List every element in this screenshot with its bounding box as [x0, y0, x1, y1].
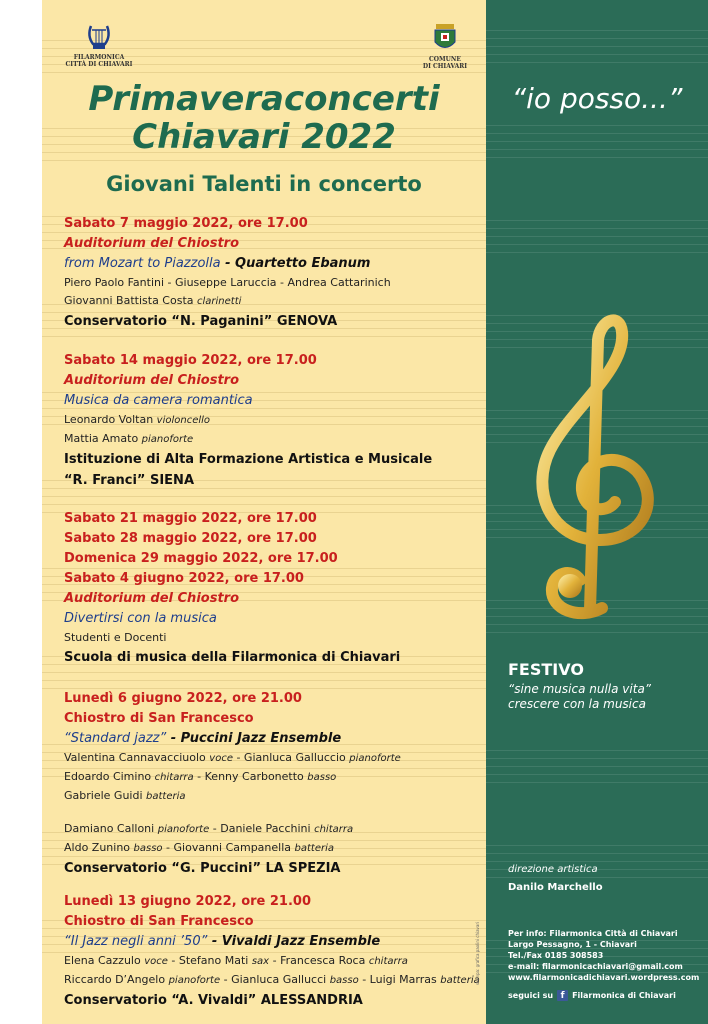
- performer-instrument: voce: [209, 753, 233, 764]
- performers: Studenti e Docenti: [64, 631, 167, 644]
- comune-logo-text: COMUNE: [429, 56, 461, 63]
- event-block: [64, 214, 464, 332]
- event-institution: “R. Franci” SIENA: [64, 473, 194, 488]
- performer-name: - Kenny Carbonetto: [193, 770, 308, 783]
- staff-lines: [486, 750, 708, 790]
- performers: [64, 839, 464, 858]
- program-title: “Il Jazz negli anni ’50”: [64, 934, 208, 949]
- performer-name: Mattia Amato: [64, 432, 142, 445]
- contact-info: [508, 928, 699, 983]
- performers: [64, 430, 464, 449]
- performer-instrument: pianoforte: [157, 824, 210, 835]
- comune-logo: [410, 22, 480, 70]
- event-program: [64, 729, 464, 749]
- event-program: Divertirsi con la musica: [64, 611, 217, 626]
- event-venue: Auditorium del Chiostro: [64, 591, 239, 606]
- event-venue: Auditorium del Chiostro: [64, 373, 239, 388]
- event-date: Sabato 28 maggio 2022, ore 17.00: [64, 531, 317, 546]
- performer-name: - Stefano Mati: [167, 954, 252, 967]
- performer-instrument: batteria: [440, 975, 480, 986]
- program-title: “Standard jazz”: [64, 731, 167, 746]
- performer-instrument: batteria: [146, 791, 186, 802]
- performers: [64, 749, 464, 768]
- staff-lines: [486, 30, 708, 70]
- program-title: from Mozart to Piazzolla: [64, 256, 221, 271]
- event-block: [64, 351, 464, 491]
- treble-clef-icon: [510, 310, 670, 630]
- performers: [64, 787, 464, 806]
- info-line: Largo Pessagno, 1 - Chiavari: [508, 940, 637, 949]
- event-institution: Conservatorio “G. Puccini” LA SPEZIA: [64, 861, 341, 876]
- event-institution: Scuola di musica della Filarmonica di Chiavari: [64, 650, 401, 665]
- event-program: [64, 254, 464, 274]
- performer-name: - Gianluca Gallucci: [220, 973, 330, 986]
- event-venue: Chiostro di San Francesco: [64, 914, 254, 929]
- performers: [64, 820, 464, 839]
- motto: “io posso...”: [511, 82, 683, 115]
- event-date: Sabato 21 maggio 2022, ore 17.00: [64, 511, 317, 526]
- performer-name: - Gianluca Galluccio: [232, 751, 350, 764]
- direction-label: direzione artistica: [508, 864, 598, 875]
- performer-name: Leonardo Voltan: [64, 413, 157, 426]
- performer-instrument: pianoforte: [349, 753, 401, 764]
- performers: Piero Paolo Fantini - Giuseppe Laruccia - Andrea Cattarinich: [64, 276, 391, 289]
- event-institution: Istituzione di Alta Formazione Artistica e Musicale: [64, 452, 433, 467]
- performer-instrument: pianoforte: [141, 434, 194, 445]
- slogan-line: “sine musica nulla vita”: [508, 682, 652, 696]
- slogan: [508, 682, 651, 712]
- ensemble-name: - Vivaldi Jazz Ensemble: [207, 934, 381, 949]
- performer-instrument: basso: [329, 975, 359, 986]
- performers: [64, 768, 464, 787]
- page-title: [42, 80, 486, 156]
- performer-instrument: batteria: [294, 843, 335, 854]
- performer-name: Elena Cazzulo: [64, 954, 145, 967]
- event-date: Lunedì 6 giugno 2022, ore 21.00: [64, 691, 302, 706]
- performer-name: Edoardo Cimino: [64, 770, 155, 783]
- performer-name: - Daniele Pacchini: [209, 822, 315, 835]
- performer-name: - Giovanni Campanella: [162, 841, 295, 854]
- performer-name: Gabriele Guidi: [64, 789, 147, 802]
- website-link[interactable]: www.filarmonicadichiavari.wordpress.com: [508, 973, 700, 982]
- performers: [64, 292, 464, 311]
- performer-instrument: chitarra: [314, 824, 354, 835]
- performer-instrument: pianoforte: [168, 975, 221, 986]
- performers: [64, 952, 464, 971]
- performer-instrument: voce: [144, 956, 168, 967]
- info-line: Tel./Fax 0185 308583: [508, 951, 604, 960]
- comune-logo-text: DI CHIAVARI: [422, 63, 468, 70]
- event-venue: Chiostro di San Francesco: [64, 711, 254, 726]
- motto-wrap: [486, 0, 708, 115]
- social-prefix: seguici su: [508, 991, 554, 1000]
- email-link[interactable]: e-mail: filarmonicachiavari@gmail.com: [508, 962, 683, 971]
- performer-instrument: chitarra: [368, 956, 408, 967]
- info-line: Per info: Filarmonica Città di Chiavari: [508, 929, 678, 938]
- performer-instrument: basso: [133, 843, 163, 854]
- filarmonica-logo: [64, 22, 134, 68]
- performers: [64, 971, 480, 990]
- slogan-line: crescere con la musica: [508, 697, 646, 711]
- social-page-name[interactable]: Filarmonica di Chiavari: [572, 991, 676, 1000]
- event-program: [64, 932, 464, 952]
- event-date: Sabato 14 maggio 2022, ore 17.00: [64, 353, 317, 368]
- ensemble-name: - Quartetto Ebanum: [220, 256, 371, 271]
- event-date: Sabato 4 giugno 2022, ore 17.00: [64, 571, 304, 586]
- page-subtitle: Giovani Talenti in concerto: [106, 172, 422, 196]
- facebook-icon[interactable]: f: [557, 990, 568, 1001]
- event-venue: Auditorium del Chiostro: [64, 236, 239, 251]
- ensemble-name: - Puccini Jazz Ensemble: [166, 731, 342, 746]
- event-block: [64, 689, 464, 879]
- performer-instrument: sax: [251, 956, 270, 967]
- director-name: Danilo Marchello: [508, 882, 603, 893]
- print-credit: stampa: grafica paolini chiavari: [475, 921, 480, 985]
- performer-name: - Luigi Marras: [358, 973, 441, 986]
- staff-lines: [486, 220, 708, 260]
- event-program: Musica da camera romantica: [64, 393, 253, 408]
- event-date: Domenica 29 maggio 2022, ore 17.00: [64, 551, 338, 566]
- event-institution: Conservatorio “A. Vivaldi” ALESSANDRIA: [64, 993, 363, 1008]
- filarmonica-logo-text: FILARMONICA: [73, 54, 125, 61]
- event-date: Sabato 7 maggio 2022, ore 17.00: [64, 216, 308, 231]
- performer-name: Riccardo D’Angelo: [64, 973, 169, 986]
- staff-lines: [486, 125, 708, 165]
- performer-name: Giovanni Battista Costa: [64, 294, 197, 307]
- performer-instrument: violoncello: [156, 415, 211, 426]
- page-title-line: Chiavari 2022: [132, 117, 396, 157]
- performer-instrument: chitarra: [154, 772, 194, 783]
- performer-instrument: clarinetti: [197, 296, 242, 307]
- performer-name: - Francesca Roca: [269, 954, 369, 967]
- performer-instrument: basso: [307, 772, 337, 783]
- coat-of-arms-icon: [432, 22, 458, 54]
- event-date: Lunedì 13 giugno 2022, ore 21.00: [64, 894, 311, 909]
- event-block: [64, 509, 464, 668]
- performer-name: Valentina Cannavacciuolo: [64, 751, 210, 764]
- performers: [64, 411, 464, 430]
- social-link[interactable]: [508, 990, 676, 1001]
- performer-name: Damiano Calloni: [64, 822, 158, 835]
- festivo-label: FESTIVO: [508, 660, 584, 679]
- lyre-icon: [85, 22, 113, 52]
- event-institution: Conservatorio “N. Paganini” GENOVA: [64, 314, 338, 329]
- filarmonica-logo-text: CITTÀ DI CHIAVARI: [65, 61, 133, 68]
- page-title-line: Primaveraconcerti: [88, 79, 440, 119]
- performer-name: Aldo Zunino: [64, 841, 134, 854]
